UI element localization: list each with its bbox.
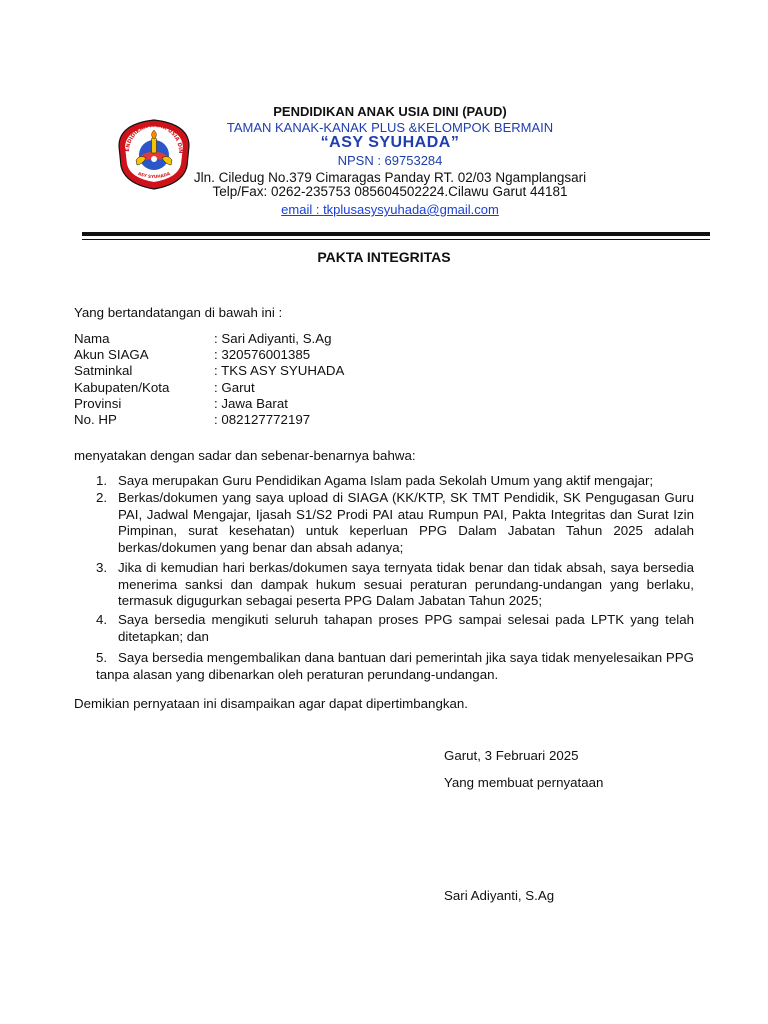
list-item: Saya merupakan Guru Pendidikan Agama Islam pada Sekolah Umum yang aktif mengajar; [118, 473, 654, 488]
list-item: Berkas/dokumen yang saya upload di SIAGA (KK/KTP, SK TMT Pendidik, SK Pengugasan Guru PAI, Jadwal Mengajar, Ijasah S1/S2 Prodi PAI atau Rumpun PAI, Pakta Integritas dan Surat Izin Pimpinan, surat kesehatan) untuk keperluan PPG Dalam Jabatan Tahun 2025 adalah berkas/dokumen yang benar dan absah adanya; [118, 490, 694, 555]
svg-text:PENDIDIKAN ANAK USIA DINI: ENDIDIKAN ANAK USIA DIN [124, 122, 184, 154]
list-item-number: 1. [96, 473, 108, 488]
identity-label: Kabupaten/Kota [74, 380, 170, 395]
identity-value: : 082127772197 [214, 412, 311, 427]
header-school-type: TAMAN KANAK-KANAK PLUS &KELOMPOK BERMAIN [226, 120, 554, 135]
list-item: Jika di kemudian hari berkas/dokumen saya ternyata tidak benar dan tidak absah, saya bersedia menerima sanksi dan dampak hukum sesuai peraturan perundang-undangan yang berlaku, termasuk digugurkan sebagai peserta PPG Dalam Jabatan Tahun 2025; [118, 560, 694, 608]
identity-label: Provinsi [74, 396, 122, 411]
list-item-number: 2. [96, 490, 108, 505]
svg-text:ASY SYUHADA: ASY SYUHADA [137, 170, 171, 180]
identity-value: : 320576001385 [214, 347, 311, 362]
identity-label: Akun SIAGA [74, 347, 149, 362]
header-phone: Telp/Fax: 0262-235753 085604502224.Cilawu Garut 44181 [212, 184, 568, 199]
list-item: Saya bersedia mengikuti seluruh tahapan proses PPG sampai selesai pada LPTK yang telah ditetapkan; dan [118, 612, 694, 644]
header-school-name: “ASY SYUHADA” [320, 134, 460, 151]
identity-value: : TKS ASY SYUHADA [214, 363, 345, 378]
header-address: Jln. Ciledug No.379 Cimaragas Panday RT. 02/03 Ngamplangsari [193, 170, 587, 185]
list-item-number: 4. [96, 612, 108, 627]
header-institution-type: PENDIDIKAN ANAK USIA DINI (PAUD) [273, 104, 507, 119]
email-address: tkplusasysyuhada@gmail.com [323, 202, 499, 217]
closing-text: Demikian pernyataan ini disampaikan agar dapat dipertimbangkan. [74, 696, 468, 711]
identity-label: Satminkal [74, 363, 133, 378]
email-label: email : [281, 202, 324, 217]
header-npsn: NPSN : 69753284 [337, 153, 443, 168]
list-item-text: Saya bersedia mengembalikan dana bantuan dari pemerintah jika saya tidak menyelesaikan PPG tanpa alasan yang dibenarkan oleh peraturan perundang-undangan. [96, 650, 694, 682]
list-item-number: 3. [96, 560, 108, 575]
identity-label: Nama [74, 331, 110, 346]
email-link[interactable] [281, 202, 499, 217]
signature-role: Yang membuat pernyataan [444, 775, 604, 790]
list-item [96, 650, 694, 683]
document-title: PAKTA INTEGRITAS [317, 249, 451, 265]
statement-intro: menyatakan dengan sadar dan sebenar-benarnya bahwa: [74, 448, 416, 463]
identity-value: : Garut [214, 380, 255, 395]
signature-name: Sari Adiyanti, S.Ag [444, 888, 555, 903]
header-divider-thick [82, 232, 710, 236]
identity-label: No. HP [74, 412, 117, 427]
header-divider-thin [82, 239, 710, 240]
list-item-number: 5. [96, 650, 108, 665]
identity-value: : Sari Adiyanti, S.Ag [214, 331, 332, 346]
school-logo [116, 116, 192, 192]
signature-place-date: Garut, 3 Februari 2025 [444, 748, 579, 763]
intro-text: Yang bertandatangan di bawah ini : [74, 305, 283, 320]
identity-value: : Jawa Barat [214, 396, 288, 411]
header-email-line [190, 202, 590, 217]
